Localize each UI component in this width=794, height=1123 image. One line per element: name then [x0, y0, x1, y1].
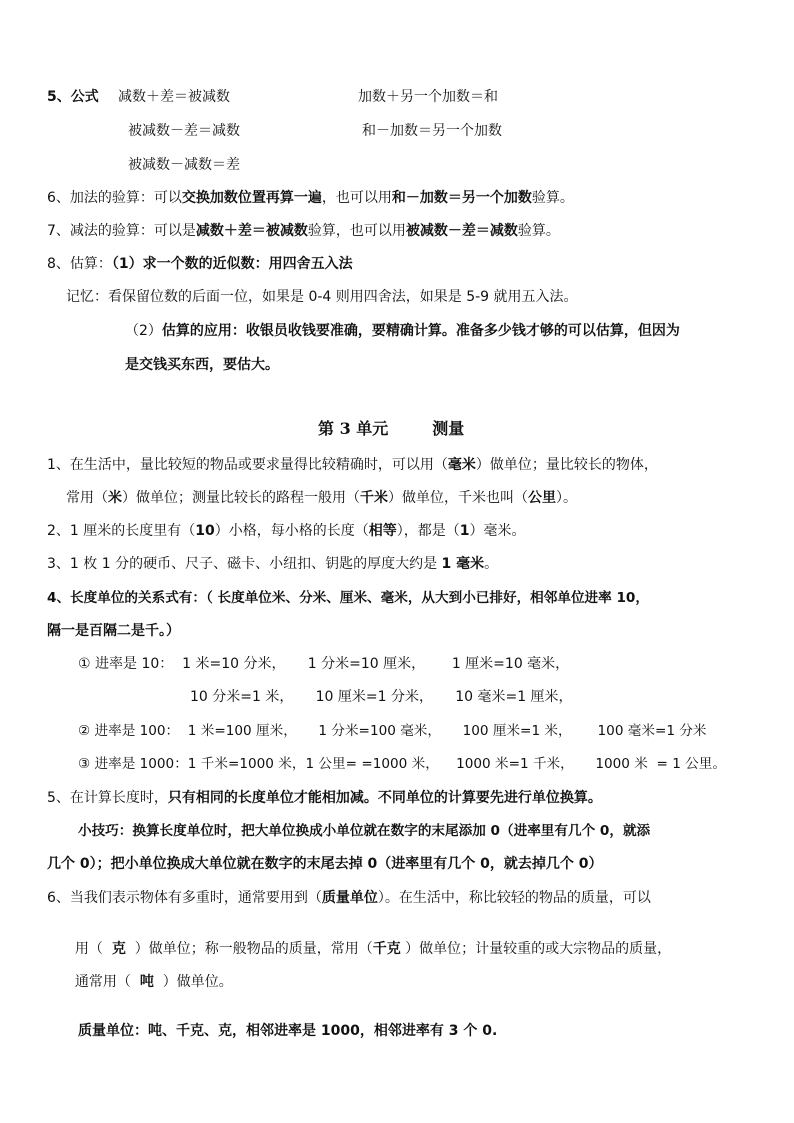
estimation-part1: （1）求一个数的近似数：用四舍五入法: [111, 256, 353, 272]
formula-2: 加数＋另一个加数＝和: [358, 89, 498, 105]
subtraction-check-text-b: 减数＋差＝被减数: [195, 223, 308, 239]
subtraction-check-line: [47, 222, 560, 240]
item1-gongli: 公里: [528, 490, 556, 506]
item4-line1: 4、长度单位的关系式有：（ 长度单位米、分米、厘米、毫米，从大到小已排好，相邻单位进率 10，: [47, 590, 649, 606]
subtraction-check-text-d: 被减数－差＝减数: [405, 223, 518, 239]
item2-line: [47, 522, 526, 540]
addition-check-text-a: 6、加法的验算：可以: [47, 190, 182, 206]
item6-gram: 克: [111, 941, 126, 957]
formula-5: 被减数－减数＝差: [128, 157, 240, 173]
item6-mass-unit: 质量单位: [321, 890, 378, 906]
unit-title: [318, 420, 464, 438]
item6-text-1a: 6、当我们表示物体有多重时，通常要用到（: [47, 890, 322, 906]
item1-line2: [66, 489, 577, 507]
item4-line2: 隔一是百隔二是千。）: [47, 623, 180, 639]
item1-text-2e: ）做单位，千米也叫（: [388, 490, 528, 506]
item1-text-2g: ）。: [556, 490, 577, 506]
item5-line: [47, 789, 602, 807]
section5-label: 5、公式: [47, 89, 99, 105]
estimation-application-line1: [125, 322, 680, 340]
item6-line1: [47, 889, 651, 907]
item3-one-mm: 1 毫米: [441, 556, 485, 572]
estimation-label: 8、估算：: [47, 256, 112, 272]
estimation-part2-label: （2）: [125, 323, 162, 339]
item2-one: 1: [459, 523, 470, 539]
estimation-application-line2: 是交钱买东西，要估大。: [125, 357, 279, 373]
item5-text-b: 只有相同的长度单位才能相加减。不同单位的计算要先进行单位换算。: [167, 790, 602, 806]
item3-text-c: 。: [484, 556, 499, 572]
item2-text-e: ），都是（: [396, 523, 460, 539]
estimation-line: [47, 255, 353, 273]
tip-line1: 小技巧：换算长度单位时，把大单位换成小单位就在数字的末尾添加 0（进率里有几个 0，就添: [78, 823, 651, 839]
subtraction-check-text-a: 7、减法的验算：可以是: [47, 223, 196, 239]
item6-text-1c: ）。在生活中，称比较轻的物品的质量，可以: [377, 890, 651, 906]
formula-section-label: [47, 88, 99, 106]
item1-text-2a: 常用（: [66, 490, 108, 506]
addition-check-line: [47, 189, 574, 207]
item1-text-c: ）做单位；量比较长的物体，: [475, 457, 658, 473]
item5-text-a: 5、在计算长度时，: [47, 790, 168, 806]
addition-check-text-d: 和－加数＝另一个加数: [391, 190, 532, 206]
formula-3: 被减数－差＝减数: [128, 123, 240, 139]
item2-equal: 相等: [368, 523, 397, 539]
item1-m: 米: [108, 490, 122, 506]
estimation-memory: 记忆：看保留位数的后面一位，如果是 0-4 则用四舍法，如果是 5-9 就用五入法。: [66, 289, 578, 305]
rate-100-line: ② 进率是 100： 1 米=100 厘米， 1 分米=100 毫米， 100 厘米=1 米， 100 毫米=1 分米: [78, 723, 707, 739]
item6-line3: [66, 955, 233, 991]
addition-check-text-e: 验算。: [531, 190, 574, 206]
rate-10-line1: ① 进率是 10： 1 米=10 分米， 1 分米=10 厘米， 1 厘米=10 毫米，: [78, 656, 570, 672]
formula-1: 减数＋差＝被减数: [118, 89, 230, 105]
rate-1000-line: ③ 进率是 1000：1 千米=1000 米，1 公里= =1000 米， 1000 米=1 千米， 1000 米 = 1 公里。: [78, 756, 726, 772]
item2-text-c: ）小格，每小格的长度（: [214, 523, 369, 539]
item1-text-2c: ）做单位；测量比较长的路程一般用（: [122, 490, 360, 506]
rate-10-line2: 10 分米=1 米， 10 厘米=1 分米， 10 毫米=1 厘米，: [190, 689, 573, 705]
item2-text-g: ）毫米。: [469, 523, 526, 539]
item2-ten: 10: [195, 523, 215, 539]
item2-text-a: 2、1 厘米的长度里有（: [47, 523, 196, 539]
tip-line2: 几个 0）；把小单位换成大单位就在数字的末尾去掉 0（进率里有几个 0，就去掉几个 0）: [47, 856, 603, 872]
unit-number: 第 3 单元: [318, 419, 389, 438]
item6-kilogram: 千克: [372, 941, 401, 957]
item3-line: [47, 555, 498, 573]
item1-text-a: 1、在生活中，量比较短的物品或要求量得比较精确时，可以用（: [47, 457, 448, 473]
item6-text-3a: 通常用（: [74, 974, 140, 990]
item6-text-3c: ）做单位。: [153, 974, 233, 990]
formula-4: 和－加数＝另一个加数: [362, 123, 502, 139]
item6-ton: 吨: [139, 974, 154, 990]
estimation-part2-text: 估算的应用：收银员收钱要准确，要精确计算。准备多少钱才够的可以估算，但因为: [161, 323, 680, 339]
mass-units-summary: 质量单位：吨、千克、克，相邻进率是 1000，相邻进率有 3 个 0.: [78, 1023, 498, 1039]
item6-text-2e: ）做单位；计量较重的或大宗物品的质量，: [400, 941, 672, 957]
item1-line1: [47, 456, 658, 474]
item1-km: 千米: [360, 490, 388, 506]
addition-check-text-b: 交换加数位置再算一遍: [181, 190, 322, 206]
item6-text-2c: ）做单位；称一般物品的质量，常用（: [125, 941, 373, 957]
unit-name: 测量: [432, 419, 465, 438]
item6-text-2a: 用（: [74, 941, 112, 957]
item1-mm: 毫米: [447, 457, 476, 473]
item6-line2: [66, 922, 671, 958]
subtraction-check-text-c: 验算，也可以用: [307, 223, 406, 239]
subtraction-check-text-e: 验算。: [517, 223, 560, 239]
item3-text-a: 3、1 枚 1 分的硬币、尺子、磁卡、小纽扣、钥匙的厚度大约是: [47, 556, 442, 572]
addition-check-text-c: ，也可以用: [321, 190, 392, 206]
